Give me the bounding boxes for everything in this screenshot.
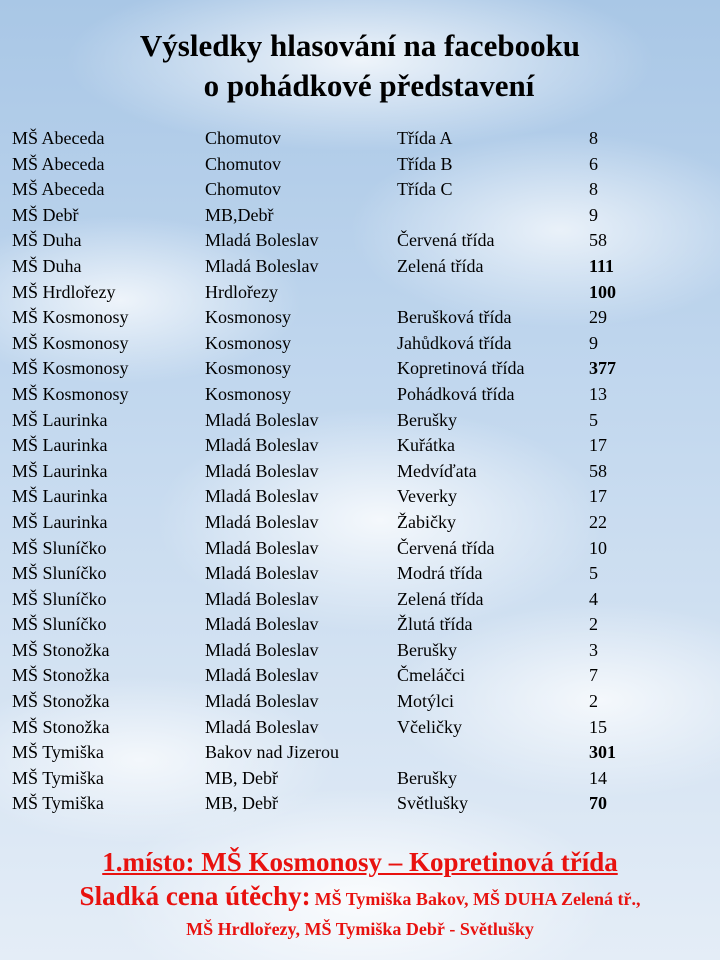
results-table bbox=[12, 126, 649, 817]
town-cell: Chomutov bbox=[205, 179, 282, 200]
consolation-prize bbox=[0, 882, 720, 943]
town-cell: Mladá Boleslav bbox=[205, 665, 319, 686]
table-row bbox=[12, 254, 649, 280]
school-cell: MŠ Hrdlořezy bbox=[12, 281, 116, 302]
votes-cell: 9 bbox=[589, 204, 598, 225]
town-cell: Mladá Boleslav bbox=[205, 255, 319, 276]
class-cell: Zelená třída bbox=[397, 588, 484, 609]
school-cell: MŠ Sluníčko bbox=[12, 588, 107, 609]
school-cell: MŠ Kosmonosy bbox=[12, 383, 129, 404]
class-cell: Berušková třída bbox=[397, 307, 512, 328]
town-cell: Kosmonosy bbox=[205, 332, 292, 353]
town-cell: Mladá Boleslav bbox=[205, 639, 319, 660]
votes-cell: 301 bbox=[589, 742, 616, 763]
school-cell: MŠ Stonožka bbox=[12, 716, 110, 737]
class-cell: Motýlci bbox=[397, 691, 454, 712]
votes-cell: 7 bbox=[589, 665, 598, 686]
school-cell: MŠ Tymiška bbox=[12, 767, 104, 788]
votes-cell: 3 bbox=[589, 639, 598, 660]
town-cell: Mladá Boleslav bbox=[205, 563, 319, 584]
school-cell: MŠ Laurinka bbox=[12, 435, 108, 456]
school-cell: MŠ Debř bbox=[12, 204, 79, 225]
class-cell: Žlutá třída bbox=[397, 614, 473, 635]
town-cell: Mladá Boleslav bbox=[205, 691, 319, 712]
votes-cell: 15 bbox=[589, 716, 607, 737]
page-title bbox=[0, 26, 720, 106]
class-cell: Jahůdková třída bbox=[397, 332, 512, 353]
class-cell: Zelená třída bbox=[397, 255, 484, 276]
town-cell: Mladá Boleslav bbox=[205, 511, 319, 532]
votes-cell: 58 bbox=[589, 460, 607, 481]
town-cell: Kosmonosy bbox=[205, 307, 292, 328]
class-cell: Medvíďata bbox=[397, 460, 477, 481]
class-cell: Berušky bbox=[397, 767, 457, 788]
table-row bbox=[12, 459, 649, 485]
winner-announcement: 1.místo: MŠ Kosmonosy – Kopretinová třída bbox=[102, 847, 618, 877]
town-cell: MB,Debř bbox=[205, 204, 274, 225]
votes-cell: 6 bbox=[589, 153, 598, 174]
votes-cell: 5 bbox=[589, 563, 598, 584]
school-cell: MŠ Abeceda bbox=[12, 179, 105, 200]
town-cell: Mladá Boleslav bbox=[205, 460, 319, 481]
table-row bbox=[12, 484, 649, 510]
votes-cell: 111 bbox=[589, 255, 615, 276]
school-cell: MŠ Sluníčko bbox=[12, 537, 107, 558]
table-row bbox=[12, 536, 649, 562]
class-cell bbox=[397, 203, 589, 229]
school-cell: MŠ Stonožka bbox=[12, 691, 110, 712]
town-cell: Mladá Boleslav bbox=[205, 537, 319, 558]
table-row bbox=[12, 228, 649, 254]
consolation-label: Sladká cena útěchy: bbox=[79, 881, 311, 911]
class-cell: Pohádková třída bbox=[397, 383, 515, 404]
votes-cell: 29 bbox=[589, 307, 607, 328]
school-cell: MŠ Tymiška bbox=[12, 793, 104, 814]
town-cell: MB, Debř bbox=[205, 767, 278, 788]
school-cell: MŠ Duha bbox=[12, 230, 82, 251]
table-row bbox=[12, 715, 649, 741]
town-cell: Mladá Boleslav bbox=[205, 435, 319, 456]
votes-cell: 9 bbox=[589, 332, 598, 353]
votes-cell: 14 bbox=[589, 767, 607, 788]
town-cell: Mladá Boleslav bbox=[205, 486, 319, 507]
table-row bbox=[12, 305, 649, 331]
table-row bbox=[12, 638, 649, 664]
table-row bbox=[12, 612, 649, 638]
class-cell: Kuřátka bbox=[397, 435, 455, 456]
votes-cell: 5 bbox=[589, 409, 598, 430]
class-cell: Třída C bbox=[397, 179, 453, 200]
town-cell: Chomutov bbox=[205, 128, 282, 148]
class-cell: Modrá třída bbox=[397, 563, 483, 584]
class-cell: Kopretinová třída bbox=[397, 358, 525, 379]
table-row bbox=[12, 433, 649, 459]
school-cell: MŠ Sluníčko bbox=[12, 614, 107, 635]
consolation-names-line-2: MŠ Hrdlořezy, MŠ Tymiška Debř - Světlušky bbox=[186, 919, 534, 939]
school-cell: MŠ Duha bbox=[12, 255, 82, 276]
votes-cell: 10 bbox=[589, 537, 607, 558]
votes-cell: 70 bbox=[589, 793, 607, 814]
school-cell: MŠ Stonožka bbox=[12, 639, 110, 660]
town-cell: Mladá Boleslav bbox=[205, 588, 319, 609]
votes-cell: 100 bbox=[589, 281, 616, 302]
town-cell: Mladá Boleslav bbox=[205, 716, 319, 737]
table-row bbox=[12, 408, 649, 434]
town-cell: Chomutov bbox=[205, 153, 282, 174]
table-row bbox=[12, 791, 649, 817]
table-row bbox=[12, 280, 649, 306]
votes-cell: 8 bbox=[589, 128, 598, 148]
town-cell: MB, Debř bbox=[205, 793, 278, 814]
votes-cell: 17 bbox=[589, 435, 607, 456]
class-cell: Světlušky bbox=[397, 793, 469, 814]
class-cell: Berušky bbox=[397, 639, 457, 660]
votes-cell: 58 bbox=[589, 230, 607, 251]
table-row bbox=[12, 356, 649, 382]
school-cell: MŠ Abeceda bbox=[12, 153, 105, 174]
school-cell: MŠ Stonožka bbox=[12, 665, 110, 686]
school-cell: MŠ Laurinka bbox=[12, 460, 108, 481]
school-cell: MŠ Laurinka bbox=[12, 409, 108, 430]
class-cell bbox=[397, 740, 589, 766]
town-cell: Mladá Boleslav bbox=[205, 614, 319, 635]
class-cell bbox=[397, 280, 589, 306]
table-row bbox=[12, 740, 649, 766]
town-cell: Mladá Boleslav bbox=[205, 409, 319, 430]
table-row bbox=[12, 152, 649, 178]
town-cell: Bakov nad Jizerou bbox=[205, 742, 339, 763]
class-cell: Žabičky bbox=[397, 511, 456, 532]
results-table-body bbox=[12, 126, 649, 817]
class-cell: Třída B bbox=[397, 153, 453, 174]
votes-cell: 2 bbox=[589, 691, 598, 712]
table-row bbox=[12, 689, 649, 715]
class-cell: Berušky bbox=[397, 409, 457, 430]
school-cell: MŠ Kosmonosy bbox=[12, 358, 129, 379]
class-cell: Třída A bbox=[397, 128, 453, 148]
class-cell: Čmeláčci bbox=[397, 665, 465, 686]
title-line-2: o pohádkové představení bbox=[203, 68, 535, 103]
class-cell: Veverky bbox=[397, 486, 457, 507]
votes-cell: 8 bbox=[589, 179, 598, 200]
table-row bbox=[12, 203, 649, 229]
school-cell: MŠ Kosmonosy bbox=[12, 307, 129, 328]
votes-cell: 13 bbox=[589, 383, 607, 404]
school-cell: MŠ Kosmonosy bbox=[12, 332, 129, 353]
title-line-1: Výsledky hlasování na facebooku bbox=[139, 28, 581, 63]
votes-cell: 22 bbox=[589, 511, 607, 532]
votes-cell: 17 bbox=[589, 486, 607, 507]
school-cell: MŠ Tymiška bbox=[12, 742, 104, 763]
votes-cell: 377 bbox=[589, 358, 616, 379]
class-cell: Včeličky bbox=[397, 716, 462, 737]
consolation-names-line-1: MŠ Tymiška Bakov, MŠ DUHA Zelená tř., bbox=[314, 889, 641, 909]
table-row bbox=[12, 510, 649, 536]
votes-cell: 4 bbox=[589, 588, 598, 609]
class-cell: Červená třída bbox=[397, 230, 495, 251]
school-cell: MŠ Laurinka bbox=[12, 511, 108, 532]
votes-cell: 2 bbox=[589, 614, 598, 635]
table-row bbox=[12, 663, 649, 689]
school-cell: MŠ Laurinka bbox=[12, 486, 108, 507]
town-cell: Kosmonosy bbox=[205, 358, 292, 379]
town-cell: Mladá Boleslav bbox=[205, 230, 319, 251]
town-cell: Hrdlořezy bbox=[205, 281, 278, 302]
school-cell: MŠ Abeceda bbox=[12, 128, 105, 148]
town-cell: Kosmonosy bbox=[205, 383, 292, 404]
table-row bbox=[12, 587, 649, 613]
table-row bbox=[12, 382, 649, 408]
class-cell: Červená třída bbox=[397, 537, 495, 558]
table-row bbox=[12, 126, 649, 152]
table-row bbox=[12, 177, 649, 203]
school-cell: MŠ Sluníčko bbox=[12, 563, 107, 584]
table-row bbox=[12, 561, 649, 587]
table-row bbox=[12, 331, 649, 357]
table-row bbox=[12, 766, 649, 792]
